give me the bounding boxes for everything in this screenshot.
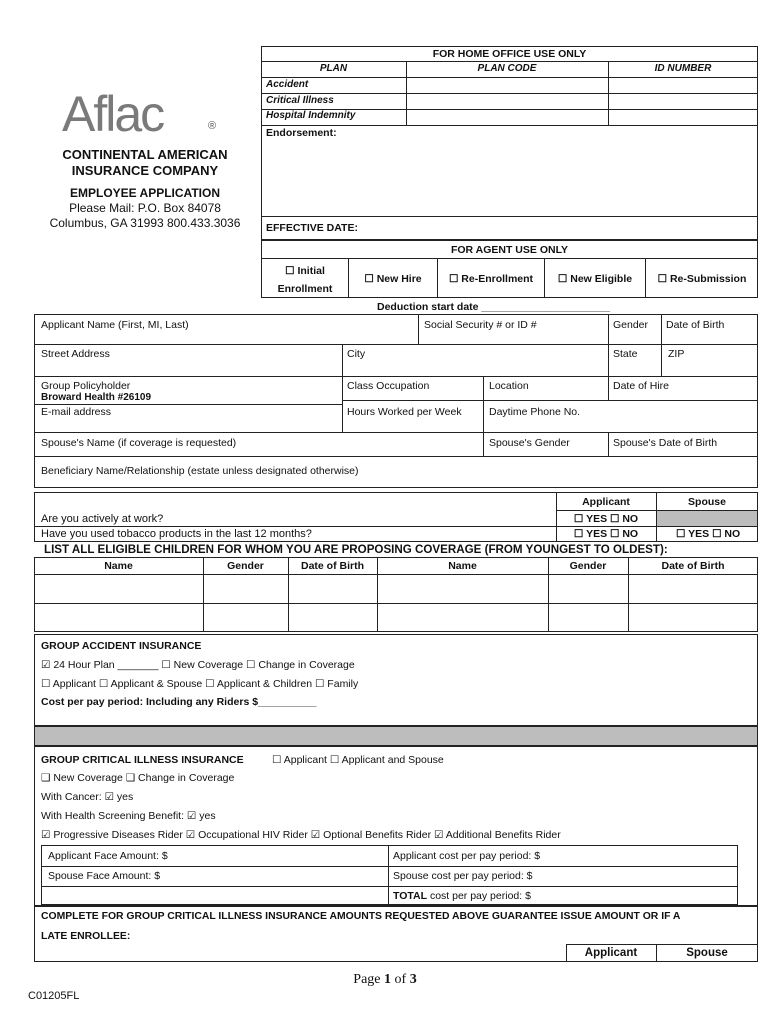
daytime-phone-label: Daytime Phone No. xyxy=(489,406,581,418)
logo-registered-mark: ® xyxy=(208,120,217,132)
group-policyholder-value: Broward Health #26109 xyxy=(41,392,152,403)
ssn-label: Social Security # or ID # xyxy=(424,319,537,331)
applicant-name-label: Applicant Name (First, MI, Last) xyxy=(41,319,189,331)
page-current: 1 xyxy=(384,972,392,987)
accident-plan-options[interactable]: ☑ 24 Hour Plan _______ ☐ New Coverage ☐ Change in Coverage xyxy=(41,659,355,671)
hours-worked-label: Hours Worked per Week xyxy=(347,406,462,418)
question-active-at-work: Are you actively at work? xyxy=(41,513,164,525)
spouse-dob-label: Spouse's Date of Birth xyxy=(613,437,718,449)
plan-critical-illness: Critical Illness xyxy=(266,95,334,106)
email-label: E-mail address xyxy=(41,406,112,418)
deduction-start-date[interactable]: Deduction start date ______________________ xyxy=(377,301,610,313)
page-total: 3 xyxy=(409,972,417,987)
child-col-gender-2: Gender xyxy=(569,560,607,572)
aflac-logo xyxy=(62,86,222,142)
location-label: Location xyxy=(489,380,529,392)
critical-coverage-type[interactable]: ❑ New Coverage ❑ Change in Coverage xyxy=(41,772,235,784)
accident-coverage-options[interactable]: ☐ Applicant ☐ Applicant & Spouse ☐ Applicant & Children ☐ Family xyxy=(41,678,359,690)
home-office-title: FOR HOME OFFICE USE ONLY xyxy=(432,48,587,60)
question-tobacco: Have you used tobacco products in the last 12 months? xyxy=(41,528,312,540)
page-pre: Page xyxy=(353,972,385,987)
form-code: C01205FL xyxy=(28,990,80,1002)
complete-col-spouse: Spouse xyxy=(686,947,728,959)
tobacco-applicant[interactable]: ☐ YES ☐ NO xyxy=(573,528,639,540)
gender-label: Gender xyxy=(613,319,649,331)
option-re-submission[interactable]: ☐ Re-Submission xyxy=(657,273,747,285)
home-office-box xyxy=(261,46,758,240)
mail-line2: Columbus, GA 31993 800.433.3036 xyxy=(49,216,241,230)
page-number xyxy=(300,972,470,988)
critical-with-cancer[interactable]: With Cancer: ☑ yes xyxy=(41,791,134,803)
dob-label: Date of Birth xyxy=(666,319,725,331)
page-mid: of xyxy=(391,972,410,987)
endorsement-label: Endorsement: xyxy=(266,127,337,139)
children-title: LIST ALL ELIGIBLE CHILDREN FOR WHOM YOU ARE PROPOSING COVERAGE (FROM YOUNGEST TO OLDEST): xyxy=(44,543,668,556)
mail-line1: Please Mail: P.O. Box 84078 xyxy=(69,201,221,215)
section-divider xyxy=(34,726,758,746)
option-re-enrollment[interactable]: ☐ Re-Enrollment xyxy=(448,273,534,285)
effective-date-label: EFFECTIVE DATE: xyxy=(266,222,358,234)
date-of-hire-label: Date of Hire xyxy=(613,380,670,392)
total-cost-bold: TOTAL xyxy=(393,890,428,902)
option-new-hire[interactable]: ☐ New Hire xyxy=(364,273,422,285)
street-label: Street Address xyxy=(41,348,110,360)
col-plan-code: PLAN CODE xyxy=(477,63,537,74)
active-at-work-applicant[interactable]: ☐ YES ☐ NO xyxy=(573,513,639,525)
accident-title: GROUP ACCIDENT INSURANCE xyxy=(41,640,202,652)
option-new-eligible[interactable]: ☐ New Eligible xyxy=(557,273,633,285)
child-col-dob-2: Date of Birth xyxy=(661,560,725,572)
accident-cost: Cost per pay period: Including any Riders $__________ xyxy=(41,696,317,708)
questions-col-applicant: Applicant xyxy=(582,496,630,508)
zip-label: ZIP xyxy=(668,348,685,360)
plan-hospital-indemnity: Hospital Indemnity xyxy=(266,110,356,121)
spouse-gender-label: Spouse's Gender xyxy=(489,437,570,449)
form-title: EMPLOYEE APPLICATION xyxy=(69,186,220,200)
applicant-cost[interactable]: Applicant cost per pay period: $ xyxy=(393,850,541,862)
group-policyholder-label: Group Policyholder xyxy=(41,380,131,392)
tobacco-spouse[interactable]: ☐ YES ☐ NO xyxy=(676,528,741,540)
option-initial-enrollment[interactable]: ☐ Initial Enrollment xyxy=(277,265,333,295)
child-col-name-2: Name xyxy=(448,560,477,572)
critical-title: GROUP CRITICAL ILLNESS INSURANCE xyxy=(41,754,244,766)
company-name xyxy=(20,147,270,179)
city-label: City xyxy=(347,348,366,360)
complete-line1: COMPLETE FOR GROUP CRITICAL ILLNESS INSURANCE AMOUNTS REQUESTED ABOVE GUARANTEE ISSUE AMOUNT OR IF A xyxy=(41,911,681,922)
applicant-face-amount[interactable]: Applicant Face Amount: $ xyxy=(48,850,168,862)
logo-text: Aflac xyxy=(62,86,164,142)
child-col-name-1: Name xyxy=(104,560,133,572)
spouse-cost[interactable]: Spouse cost per pay period: $ xyxy=(393,870,533,882)
col-id-number: ID NUMBER xyxy=(654,63,712,74)
critical-health-screening[interactable]: With Health Screening Benefit: ☑ yes xyxy=(41,810,216,822)
complete-line2: LATE ENROLLEE: xyxy=(41,931,131,942)
col-plan: PLAN xyxy=(319,63,348,74)
company-line1: CONTINENTAL AMERICAN xyxy=(62,147,228,162)
complete-col-applicant: Applicant xyxy=(584,947,638,959)
agent-title: FOR AGENT USE ONLY xyxy=(450,244,569,256)
total-cost[interactable] xyxy=(393,890,531,902)
mail-address xyxy=(20,201,270,231)
critical-coverage-for[interactable]: ☐ Applicant ☐ Applicant and Spouse xyxy=(272,754,444,766)
class-occupation-label: Class Occupation xyxy=(347,380,430,392)
spouse-face-amount[interactable]: Spouse Face Amount: $ xyxy=(48,870,161,882)
beneficiary-label: Beneficiary Name/Relationship (estate unless designated otherwise) xyxy=(41,465,359,477)
child-col-dob-1: Date of Birth xyxy=(301,560,364,572)
questions-col-spouse: Spouse xyxy=(688,496,726,508)
spouse-name-label: Spouse's Name (if coverage is requested) xyxy=(41,437,237,449)
critical-riders[interactable]: ☑ Progressive Diseases Rider ☑ Occupational HIV Rider ☑ Optional Benefits Rider ☑ Additional Benefits Rider xyxy=(41,829,561,841)
company-line2: INSURANCE COMPANY xyxy=(71,163,219,178)
child-col-gender-1: Gender xyxy=(227,560,264,572)
total-cost-rest: cost per pay period: $ xyxy=(427,890,531,902)
state-label: State xyxy=(613,348,638,360)
plan-accident: Accident xyxy=(266,79,309,90)
